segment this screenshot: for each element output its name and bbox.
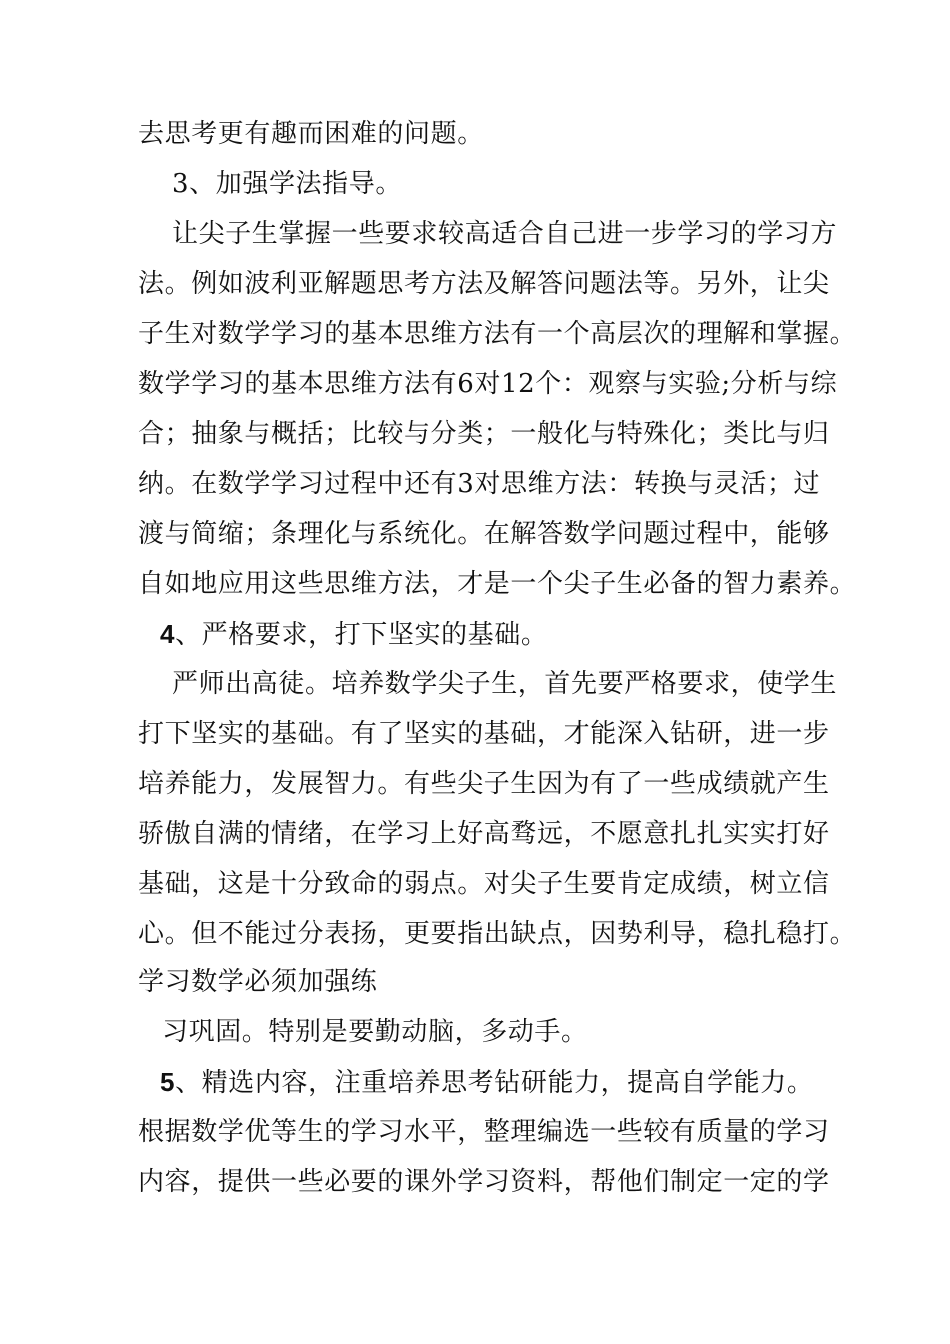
text-line: 渡与简缩；条理化与系统化。在解答数学问题过程中，能够 (138, 519, 830, 549)
heading-text: 精选内容，注重培养思考钻研能力，提高自学能力。 (201, 1068, 814, 1098)
heading-number: 4 (160, 619, 176, 649)
section-heading-5 (160, 1066, 813, 1099)
text-line: 根据数学优等生的学习水平，整理编选一些较有质量的学习 (138, 1117, 830, 1147)
section-heading-3: 3、加强学法指导。 (172, 169, 402, 199)
text-line: 基础，这是十分致命的弱点。对尖子生要肯定成绩，树立信 (138, 869, 830, 899)
text-line: 让尖子生掌握一些要求较高适合自己进一步学习的学习方 (172, 219, 838, 249)
text-line: 合；抽象与概括；比较与分类；一般化与特殊化；类比与归 (138, 419, 830, 449)
text-line: 心。但不能过分表扬，更要指出缺点，因势利导，稳扎稳打。 (138, 919, 857, 949)
text-line: 骄傲自满的情绪，在学习上好高骛远，不愿意扎扎实实打好 (138, 819, 830, 849)
text-line: 习巩固。特别是要勤动脑，多动手。 (162, 1017, 588, 1047)
text-line: 自如地应用这些思维方法，才是一个尖子生必备的智力素养。 (138, 569, 857, 599)
section-heading-4 (160, 618, 547, 651)
heading-number: 5 (160, 1067, 176, 1097)
text-line: 子生对数学学习的基本思维方法有一个高层次的理解和掌握。 (138, 319, 857, 349)
text-line: 内容，提供一些必要的课外学习资料，帮他们制定一定的学 (138, 1167, 830, 1197)
text-line: 去思考更有趣而困难的问题。 (138, 119, 484, 149)
text-line: 严师出高徒。培养数学尖子生，首先要严格要求，使学生 (172, 669, 838, 699)
text-line: 法。例如波利亚解题思考方法及解答问题法等。另外，让尖 (138, 269, 830, 299)
text-line: 数学学习的基本思维方法有6对12个：观察与实验;分析与综 (138, 369, 838, 399)
heading-text: 严格要求，打下坚实的基础。 (201, 620, 548, 650)
heading-separator: 、 (175, 1068, 202, 1098)
text-line: 培养能力，发展智力。有些尖子生因为有了一些成绩就产生 (138, 769, 830, 799)
text-line: 学习数学必须加强练 (138, 967, 378, 997)
heading-separator: 、 (175, 620, 202, 650)
text-line: 纳。在数学学习过程中还有3对思维方法：转换与灵活；过 (138, 469, 821, 499)
text-line: 打下坚实的基础。有了坚实的基础，才能深入钻研，进一步 (138, 719, 830, 749)
